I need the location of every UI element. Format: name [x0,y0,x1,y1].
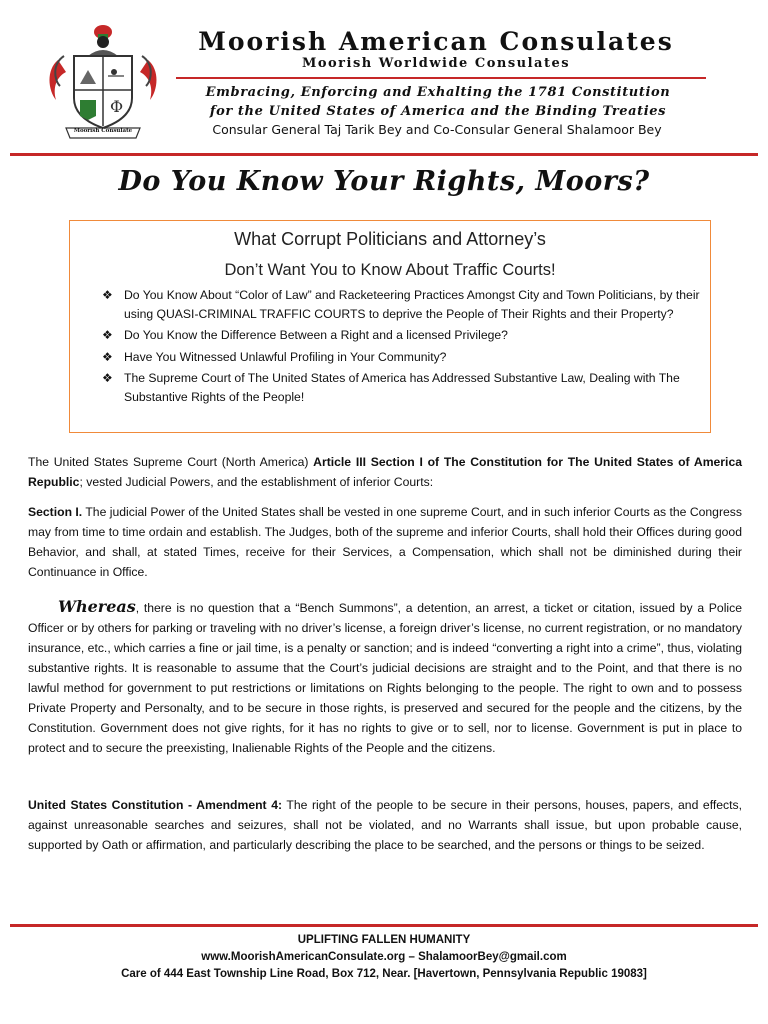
header-divider [176,77,706,79]
paragraph-text: , there is no question that a “Bench Summons”, a detention, an arrest, a ticket or citation, issued by a Police Officer or by others for parking or traveling with no driver’s license, a foreign driver’s license, no current registration, or no mandatory insurance, etc., which carries a fine or jail time, is a penalty or sanction; and is indeed “converting a right into a crime”, thus, violating substantive rights. It is reasonable to assume that the Court’s judicial decisions are straight and to the Point, and that there is no lawful method for government to put restrictions or limitations on Rights belonging to the people. The right to own and to possess Private Property and Personalty, and to be secure in those rights, is preserved and secured for the people and the citizens, by the Constitution. Government does not give rights, for it has no rights to give or to sell, nor to license. Government is put in place to protect and to secure the preexisting, Inalienable Rights of the People and the citizens. [28,601,742,755]
org-title: Moorish American Consulates [198,27,674,56]
consular-officers: Consular General Taj Tarik Bey and Co-Consular General Shalamoor Bey [212,122,662,137]
bottom-red-rule [10,924,758,927]
bullet-text: Have You Witnessed Unlawful Profiling in Your Community? [124,349,447,364]
tagline-line-2: for the United States of America and the Binding Treaties [209,104,667,119]
bullet-text: Do You Know About “Color of Law” and Racketeering Practices Amongst City and Town Politicians, by their using QUASI-CRIMINAL TRAFFIC COURTS to deprive the People of Their Rights and their Property? [124,288,700,321]
paragraph-text: The judicial Power of the United States shall be vested in one supreme Court, and in such inferior Courts as the Congress may from time to time ordain and establish. The Judges, both of the supreme and inferior Courts, shall hold their Offices during good Behavior, and shall, at stated Times, receive for their Services, a Compensation, which shall not be diminished during their Continuance in Office. [28,505,742,579]
paragraph-text: ; vested Judicial Powers, and the establishment of inferior Courts: [79,475,434,489]
bullet-item [102,348,702,367]
bullet-text: The Supreme Court of The United States of America has Addressed Substantive Law, Dealing with The Substantive Rights of the People! [124,371,680,404]
paragraph-text: The United States Supreme Court (North America) [28,455,314,469]
footer-contact: www.MoorishAmericanConsulate.org – ShalamoorBey@gmail.com [201,951,567,963]
diamond-bullet-icon: ❖ [102,328,113,342]
callout-heading: What Corrupt Politicians and Attorney’s [234,229,546,249]
diamond-bullet-icon: ❖ [102,349,113,364]
bullet-item [102,286,702,323]
paragraph-bold-text: United States Constitution - Amendment 4: [28,798,283,812]
page-headline: Do You Know Your Rights, Moors? [118,166,650,197]
bullet-text: Do You Know the Difference Between a Right and a licensed Privilege? [124,328,508,342]
tagline-line-1: Embracing, Enforcing and Exhalting the 1781 Constitution [205,85,671,100]
diamond-bullet-icon: ❖ [102,288,113,302]
paragraph-article-three [28,452,742,492]
footer-motto: UPLIFTING FALLEN HUMANITY [297,934,471,946]
crest-banner-text: Moorish Consulate [73,128,133,134]
paragraph-section-one [28,502,742,582]
coat-of-arms-icon [44,20,162,142]
footer-address: Care of 444 East Township Line Road, Box 712, Near. [Havertown, Pennsylvania Republic 19083] [121,968,647,980]
top-red-rule [10,153,758,156]
whereas-lead: Whereas [58,597,136,616]
paragraph-text: The right of the people to be secure in their persons, houses, papers, and effects, against unreasonable searches and seizures, shall not be violated, and no Warrants shall issue, but upon probable cause, supported by Oath or affirmation, and particularly describing the place to be searched, and the persons or things to be seized. [28,798,742,852]
callout-subheading: Don’t Want You to Know About Traffic Courts! [224,261,556,279]
traffic-courts-callout [69,220,711,433]
bullet-item [102,326,702,345]
paragraph-bold-text: Article III Section I of The Constitution for The United States of America Republic [28,455,742,489]
org-subtitle: Moorish Worldwide Consulates [301,56,571,71]
callout-bullet-list [102,286,702,409]
tagline [178,83,698,121]
letterhead [0,0,768,158]
paragraph-amendment-four [28,795,742,855]
diamond-bullet-icon: ❖ [102,371,113,385]
footer [0,932,768,983]
paragraph-bold-text: Section I. [28,505,83,519]
bullet-item [102,369,702,406]
paragraph-whereas [28,597,742,758]
svg-text:Φ: Φ [110,97,124,116]
